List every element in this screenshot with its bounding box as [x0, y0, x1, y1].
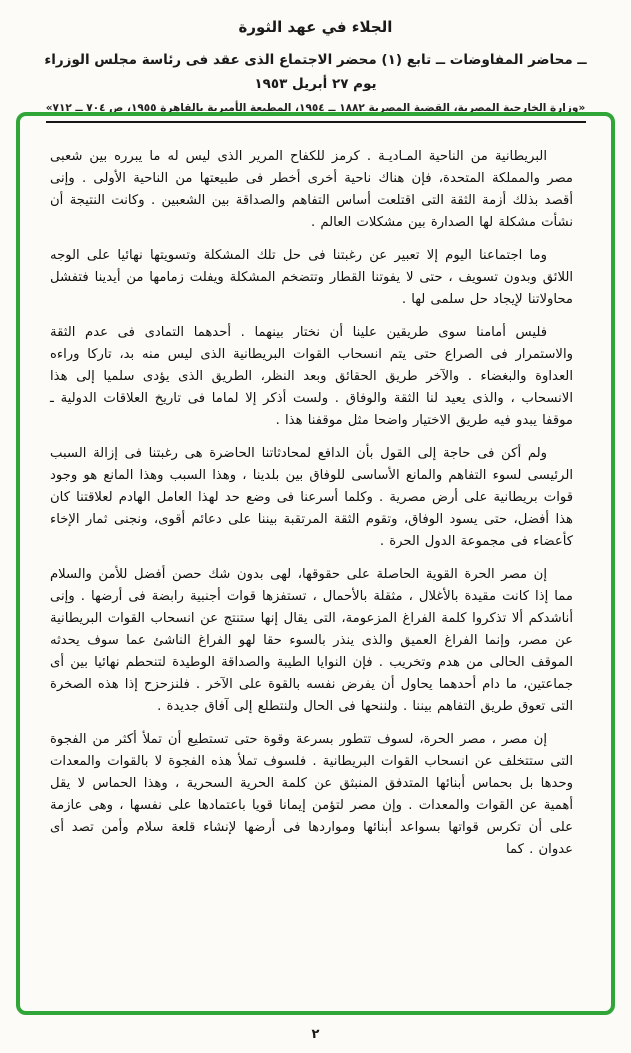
- paragraph-2: وما اجتماعنا اليوم إلا تعبير عن رغبتنا فى حل تلك المشكلة وتسويتها نهائيا على الوجه اللائق وبدون تسويف ، حتى لا يفوتنا القطار وتتضخم المشكلة ويفلت زمامها من أيدينا فتفشل محاولاتنا لإيجاد حل سلمى لها .: [50, 248, 573, 307]
- paragraph-4: ولم أكن فى حاجة إلى القول بأن الدافع لمحادثاتنا الحاضرة هى رغبتنا فى إزالة السبب الرئيسى لسوء التفاهم والمانع الأساسى للوفاق بين بلدينا ، وهذا السبب وهذا المانع هو وجود قوات بريطانية على أرض مصرية . وكلما أسرعنا فى وضع حد لهذا العامل الهادم لعلاقتنا كان هذا أفضل، حتى يسود الوفاق، وتقوم الثقة المرتقبة بيننا على دعائم أقوى، ونجنى ثمار الإخاء كأعضاء فى مجموعة الدول الحرة .: [50, 446, 573, 549]
- document-header: [0, 18, 631, 123]
- page-title: الجلاء في عهد الثورة: [238, 18, 393, 36]
- paragraph-5: إن مصر الحرة القوية الحاصلة على حقوقها، لهى بدون شك حصن أفضل للأمن والسلام مما إذا كانت مقيدة بالأغلال ، مثقلة بالأحمال ، تستفزها قوات أجنبية رابضة فى أرضها . وإنى أناشدكم ألا تذكروا كلمة الفراغ المزعومة، التى يقال إنها ستنتج عن انسحاب القوات البريطانية عن مصر، وإنما الفراغ العميق والذى ينذر بالسوء حقا لهو الفراغ الناشئ عما سوف يحدثه الموقف الحالى من هدم وتخريب . فإن النوايا الطيبة والصداقة الوطيدة لتنحطم نهائيا بين أى جماعتين، ما دام أحدهما يحاول أن يفرض نفسه بالقوة على الآخر . فلنزحزح إذا هذه الصخرة التى تعوق طريق التفاهم بيننا . ولننحها فى الحال ولنتطلع إلى آفاق جديدة .: [50, 567, 573, 714]
- source-citation: «وزارة الخارجية المصرية، القضية المصرية ١٨٨٢ ــ ١٩٥٤، المطبعة الأميرية بالقاهرة ١٩٥٥، ص ٧٠٤ ــ ٧١٢»: [45, 102, 586, 115]
- paragraph-3: فليس أمامنا سوى طريقين علينا أن نختار بينهما . أحدهما التمادى فى عدم الثقة والاستمرار فى الصراع حتى يتم انسحاب القوات البريطانية الذى ليس منه بد، تاركا وراءه العداوة والبغضاء . والآخر طريق الحقائق وبعد النظر، الطريق الذى يؤدى سلميا إلى هذا الانسحاب ، والذى يعيد لنا الثقة والوفاق . ولست أذكر إلا لماما فى تاريخ العلاقات الدولية ـ موقفا يبدو فيه طريق الاختيار واضحا مثل موقفنا هذا .: [50, 325, 573, 428]
- body-text-frame: [16, 112, 615, 1015]
- paragraph-1: البريطانية من الناحية المـاديـة . كرمز للكفاح المرير الذى ليس له ما يبرره بين شعبى مصر والمملكة المتحدة، فإن هناك ناحية أخرى أخطر فى طبيعتها من الناحية الأولى . وإنى أقصد بذلك أزمة الثقة التى اقتلعت أساس التفاهم والصداقة بين الشعبين . وكانت النتيجة أن نشأت مشكلة لها الصدارة بين مشكلات العالم .: [50, 149, 573, 230]
- page-subtitle: ــ محاضر المفاوضات ــ تابع (١) محضر الاجتماع الذى عقد فى رئاسة مجلس الوزراء يوم ٢٧ أبريل ١٩٥٣: [44, 52, 587, 92]
- paragraph-6: إن مصر ، مصر الحرة، لسوف تتطور بسرعة وقوة حتى تستطيع أن تملأ أكثر من الفجوة التى ستتخلف عن انسحاب القوات البريطانية . فلسوف تملأ هذه الفجوة لا بالقوات والمعدات وحدها بل بحماس أبنائها المتدفق المنبثق عن كلمة الحرية السحرية ، وهذا الحماس لا يقل أهمية عن القوات والمعدات . وإن مصر لتؤمن إيمانا قويا باعتمادها على نفسها ، وهى عازمة على أن تكرس قواتها بسواعد أبنائها ومواردها فى أرضها لإنشاء قلعة سلام وأمن تصد أى عدوان . كما: [50, 732, 573, 857]
- page-number: ٢: [311, 1027, 320, 1042]
